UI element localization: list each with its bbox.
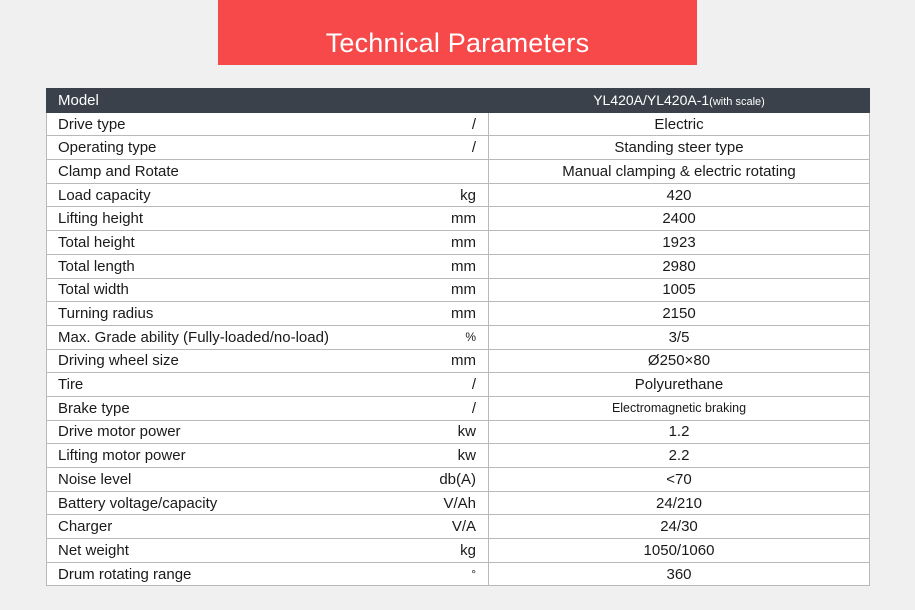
table-row — [47, 539, 870, 563]
param-name: Drive motor power — [47, 420, 407, 444]
param-value: Electromagnetic braking — [489, 396, 870, 420]
model-name: YL420A/YL420A-1 — [593, 91, 710, 108]
table-row — [47, 349, 870, 373]
param-value: 1923 — [489, 231, 870, 255]
param-value: Ø250×80 — [489, 349, 870, 373]
table-row — [47, 278, 870, 302]
param-name: Load capacity — [47, 183, 407, 207]
param-value: 24/30 — [489, 515, 870, 539]
param-name: Total width — [47, 278, 407, 302]
param-unit: kg — [407, 183, 489, 207]
table-row — [47, 444, 870, 468]
param-value: 360 — [489, 562, 870, 586]
param-unit: db(A) — [407, 468, 489, 492]
param-value: Standing steer type — [489, 136, 870, 160]
param-unit: mm — [407, 349, 489, 373]
param-value: Electric — [489, 112, 870, 136]
param-value: <70 — [489, 468, 870, 492]
param-name: Drive type — [47, 112, 407, 136]
param-unit: % — [407, 325, 489, 349]
param-unit — [407, 160, 489, 184]
param-unit: kg — [407, 539, 489, 563]
param-value: 2150 — [489, 302, 870, 326]
table-row — [47, 396, 870, 420]
param-name: Total length — [47, 254, 407, 278]
param-value: 420 — [489, 183, 870, 207]
param-name: Operating type — [47, 136, 407, 160]
table-row — [47, 515, 870, 539]
param-name: Driving wheel size — [47, 349, 407, 373]
param-name: Lifting height — [47, 207, 407, 231]
param-value: 3/5 — [489, 325, 870, 349]
header-label: Model — [47, 89, 407, 113]
table-row — [47, 325, 870, 349]
param-name: Max. Grade ability (Fully-loaded/no-load) — [47, 325, 407, 349]
param-unit: mm — [407, 278, 489, 302]
param-unit: kw — [407, 444, 489, 468]
page-title: Technical Parameters — [325, 28, 590, 58]
table-row — [47, 468, 870, 492]
table-row — [47, 420, 870, 444]
param-name: Charger — [47, 515, 407, 539]
param-unit: / — [407, 112, 489, 136]
param-value: 2400 — [489, 207, 870, 231]
param-name: Drum rotating range — [47, 562, 407, 586]
header-model — [489, 89, 870, 113]
param-name: Net weight — [47, 539, 407, 563]
param-unit: / — [407, 373, 489, 397]
param-name: Clamp and Rotate — [47, 160, 407, 184]
param-name: Tire — [47, 373, 407, 397]
param-value: 24/210 — [489, 491, 870, 515]
param-name: Noise level — [47, 468, 407, 492]
header-unit — [407, 89, 489, 113]
param-unit: mm — [407, 254, 489, 278]
param-value: 1050/1060 — [489, 539, 870, 563]
param-unit: / — [407, 396, 489, 420]
table-row — [47, 491, 870, 515]
table-row — [47, 183, 870, 207]
param-value: Manual clamping & electric rotating — [489, 160, 870, 184]
param-unit: mm — [407, 231, 489, 255]
model-note: (with scale) — [709, 95, 765, 108]
table-row — [47, 562, 870, 586]
param-value: 1005 — [489, 278, 870, 302]
param-value: 2980 — [489, 254, 870, 278]
table-row — [47, 112, 870, 136]
table-row — [47, 231, 870, 255]
table-row — [47, 302, 870, 326]
param-name: Total height — [47, 231, 407, 255]
param-unit: / — [407, 136, 489, 160]
table-header-row — [47, 89, 870, 113]
param-unit: ° — [407, 562, 489, 586]
table-row — [47, 160, 870, 184]
param-value: Polyurethane — [489, 373, 870, 397]
table-row — [47, 373, 870, 397]
param-unit: kw — [407, 420, 489, 444]
param-unit: V/Ah — [407, 491, 489, 515]
param-name: Turning radius — [47, 302, 407, 326]
table-row — [47, 136, 870, 160]
param-name: Lifting motor power — [47, 444, 407, 468]
param-unit: mm — [407, 302, 489, 326]
spec-table — [46, 88, 870, 586]
param-name: Brake type — [47, 396, 407, 420]
param-value: 2.2 — [489, 444, 870, 468]
param-unit: V/A — [407, 515, 489, 539]
param-name: Battery voltage/capacity — [47, 491, 407, 515]
table-row — [47, 207, 870, 231]
param-value: 1.2 — [489, 420, 870, 444]
table-row — [47, 254, 870, 278]
param-unit: mm — [407, 207, 489, 231]
title-banner — [218, 0, 697, 65]
